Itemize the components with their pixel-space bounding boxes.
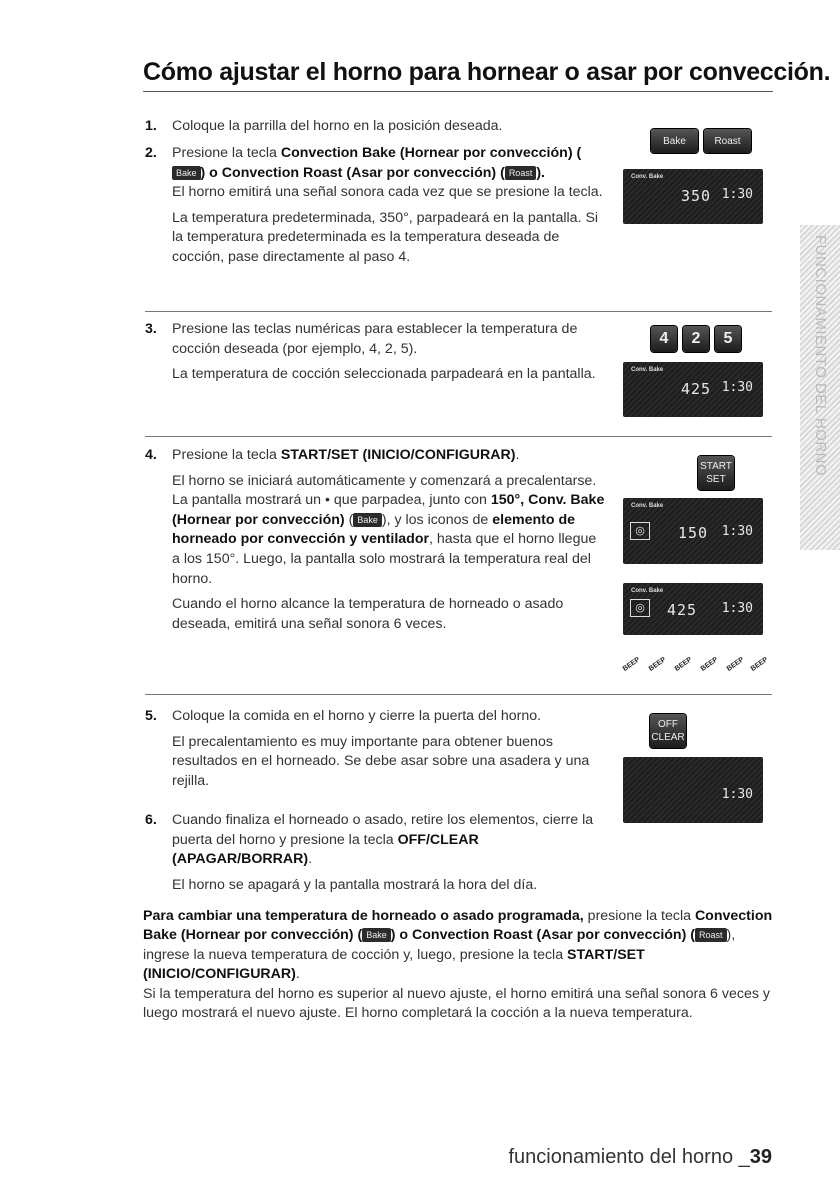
chapter-tab-label: FUNCIONAMIENTO DEL HORNO <box>812 235 829 477</box>
text-run: Cuando finaliza el horneado o asado, retire los elementos, cierre la puerta del horno y presione la tecla <box>172 812 594 848</box>
change-temperature-note <box>143 907 783 1023</box>
page-footer <box>508 1146 772 1169</box>
beep-label: BEEP <box>647 656 668 673</box>
key-name: Convection Bake (Hornear por convección) <box>143 908 773 944</box>
beep-label: BEEP <box>725 656 746 673</box>
beep-indicator <box>622 655 772 679</box>
chapter-tab <box>800 225 840 550</box>
section-divider <box>145 311 772 312</box>
text-run: ), y los iconos de <box>381 511 493 528</box>
number-key-4: 4 <box>651 326 677 352</box>
beep-label: BEEP <box>673 656 694 673</box>
footer-text: funcionamiento del horno _ <box>508 1146 750 1168</box>
display-clock: 1:30 <box>721 524 753 539</box>
number-key-2: 2 <box>683 326 709 352</box>
bake-key-icon: Bake <box>172 166 201 180</box>
key-name: Convection Bake (Hornear por convección) <box>280 145 573 161</box>
display-label: Conv. Bake <box>631 503 664 509</box>
step-instruction <box>172 144 605 203</box>
oven-display <box>623 498 763 564</box>
step-number: 5. <box>145 708 157 724</box>
page-number: 39 <box>749 1146 772 1168</box>
step-instruction <box>172 811 605 870</box>
step-number: 3. <box>145 321 157 337</box>
oven-display <box>623 583 763 635</box>
section-divider <box>145 694 772 695</box>
oven-display <box>623 169 763 224</box>
key-name: START/SET (INICIO/CONFIGURAR) <box>280 447 516 463</box>
step-text: Coloque la parrilla del horno en la posición deseada. <box>172 118 503 134</box>
number-keys <box>651 326 741 352</box>
text-run: ( <box>686 927 695 944</box>
text-run: ) o <box>390 927 412 944</box>
text-run: , hasta que el horno llegue a los 150°. Luego, la pantalla solo mostrará la temperatura real del horno. <box>172 531 597 587</box>
start-set-key <box>698 456 734 490</box>
step-4 <box>145 446 605 640</box>
convection-bake-key: Bake <box>651 129 698 153</box>
text-run: Presione la tecla <box>172 145 281 161</box>
step-1 <box>145 117 605 143</box>
off-clear-key <box>650 714 686 748</box>
roast-key-icon: Roast <box>695 928 727 942</box>
step-note: La temperatura predeterminada, 350°, parpadeará en la pantalla. Si la temperatura predeterminada es la temperatura deseada de cocción, pase directamente al paso 4. <box>172 209 599 265</box>
note-paragraph: Si la temperatura del horno es superior al nuevo ajuste, el horno emitirá una señal sonora 6 veces y luego mostrará el nuevo ajuste. El horno completará la cocción a la nueva temperatura. <box>143 985 770 1022</box>
text-run: ( <box>496 164 505 181</box>
step-note: El horno se apagará y la pantalla mostrará la hora del día. <box>172 876 538 893</box>
title-divider <box>143 91 773 92</box>
step-instruction: Presione las teclas numéricas para establecer la temperatura de cocción deseada (por ejemplo, 4, 2, 5). <box>172 321 578 357</box>
section-divider <box>145 436 772 437</box>
display-temperature: 350 <box>681 187 712 205</box>
text-run: Para cambiar una temperatura de horneado o asado programada, <box>143 908 584 924</box>
display-label: Conv. Bake <box>631 367 664 373</box>
roast-key-icon: Roast <box>505 166 537 180</box>
step-3 <box>145 320 605 391</box>
text-run: ( <box>576 145 582 161</box>
bake-roast-keys <box>651 129 751 153</box>
text-run: ), ingrese la nueva temperatura de cocción y, luego, presione la tecla <box>143 927 736 963</box>
text-run: ). <box>536 164 545 181</box>
number-key-5: 5 <box>715 326 741 352</box>
key-label: OFF <box>658 719 678 730</box>
step-note: La temperatura de cocción seleccionada parpadeará en la pantalla. <box>172 366 596 383</box>
text-run: . <box>515 447 520 463</box>
convection-fan-icon: ◎ <box>630 522 650 540</box>
step-instruction: Coloque la comida en el horno y cierre la puerta del horno. <box>172 708 542 724</box>
bake-key-icon: Bake <box>362 928 391 942</box>
beep-label: BEEP <box>749 656 770 673</box>
step-2 <box>145 144 605 274</box>
key-name: Convection Roast (Asar por convección) <box>411 927 687 944</box>
key-name: Convection Roast (Asar por convección) <box>221 164 497 181</box>
display-temperature: 150 <box>678 524 709 542</box>
step-note: Cuando el horno alcance la temperatura de horneado o asado deseada, emitirá una señal sonora 6 veces. <box>172 596 564 632</box>
oven-display <box>623 362 763 417</box>
text-run: presione la tecla <box>583 908 695 924</box>
step-number: 1. <box>145 118 157 134</box>
display-label: Conv. Bake <box>631 174 664 180</box>
step-number: 2. <box>145 145 157 161</box>
page-title: Cómo ajustar el horno para hornear o asar por convección. <box>143 58 831 86</box>
key-label: START <box>700 461 732 472</box>
display-clock: 1:30 <box>721 380 753 395</box>
oven-display <box>623 757 763 823</box>
text-run: El horno se iniciará automáticamente y comenzará a precalentarse. La pantalla mostrará un • que parpadea, junto con <box>172 472 597 509</box>
text-run: ) o <box>200 164 222 181</box>
text-run: . <box>308 851 313 868</box>
step-instruction <box>172 446 605 466</box>
display-label: Conv. Bake <box>631 588 664 594</box>
text-run: elemento de horneado por convección y ventilador <box>172 511 576 548</box>
text-run: ( <box>344 511 354 528</box>
text-run: El horno emitirá una señal sonora cada vez que se presione la tecla. <box>172 184 603 201</box>
display-clock: 1:30 <box>721 187 753 202</box>
convection-roast-key: Roast <box>704 129 751 153</box>
key-label: SET <box>706 474 726 485</box>
bake-key-icon: Bake <box>353 513 382 527</box>
display-temperature: 425 <box>667 601 698 619</box>
beep-label: BEEP <box>699 656 720 673</box>
convection-fan-icon: ◎ <box>630 599 650 617</box>
display-clock: 1:30 <box>721 787 753 802</box>
step-note: El precalentamiento es muy importante para obtener buenos resultados en el horneado. Se debe asar sobre una asadera y una rejilla. <box>172 733 590 789</box>
step-number: 6. <box>145 812 157 828</box>
note-paragraph <box>143 907 783 985</box>
step-number: 4. <box>145 447 157 463</box>
step-note <box>172 472 605 590</box>
text-run: 150°, Conv. Bake (Hornear por convección) <box>172 492 605 528</box>
step-6 <box>145 811 605 901</box>
text-run: Presione la tecla <box>172 447 281 463</box>
text-run: . <box>295 966 300 983</box>
key-name: START/SET (INICIO/CONFIGURAR) <box>143 946 645 983</box>
text-run: ( <box>353 927 363 944</box>
key-label: CLEAR <box>651 732 685 743</box>
display-clock: 1:30 <box>721 601 753 616</box>
step-5 <box>145 707 605 797</box>
display-temperature: 425 <box>681 380 712 398</box>
beep-label: BEEP <box>621 656 642 673</box>
key-name: OFF/CLEAR (APAGAR/BORRAR) <box>172 831 479 868</box>
